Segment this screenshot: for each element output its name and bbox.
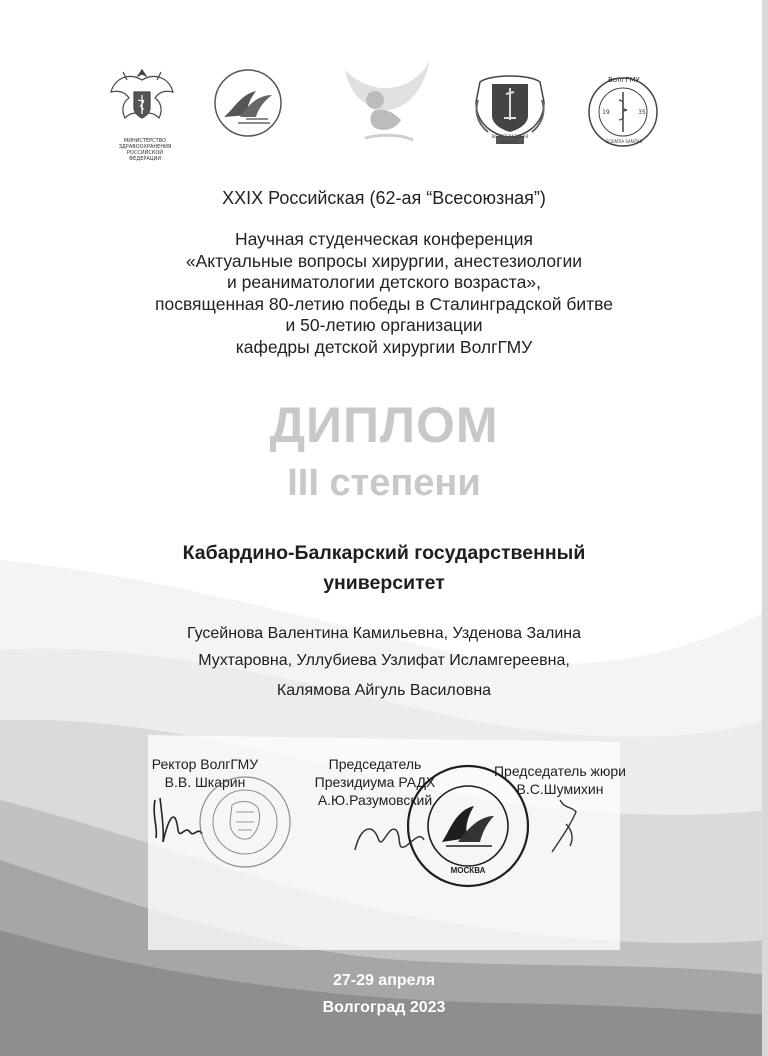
names-line: Гусейнова Валентина Камильевна, Узденова Залина [186,625,582,642]
rector-title: Ректор ВолгГМУ [151,756,259,772]
jury-title: Председатель жюри [493,763,627,779]
conference-number: XXIX Российская (62-ая “Всесоюзная”) [222,188,546,208]
event-place-year: Волгоград 2023 [322,999,446,1016]
conference-line: посвященная 80-летию победы в Сталинградской битве [154,293,614,314]
chair-name: А.Ю.Разумовский [317,792,433,808]
names-line: Мухтаровна, Уллубиева Узлифат Исламгереевна, [198,652,570,669]
university-line: Кабардино-Балкарский государственный [182,542,586,564]
event-dates: 27-29 апреля [332,972,436,989]
diploma-title: ДИПЛОМ [269,397,499,453]
conference-line: и 50-летию организации [285,315,483,335]
chair-title: Председатель [328,756,422,772]
chair-signature-icon [355,829,424,850]
university-stamp-icon [200,777,290,867]
volgsmu-title: ВолгГМУ [608,76,640,84]
conference-line: «Актуальные вопросы хирургии, анестезиологии [185,250,583,271]
conference-line: Научная студенческая конференция [234,229,533,249]
rector-signature-icon [154,798,202,842]
conference-line: кафедры детской хирургии ВолгГМУ [235,336,533,357]
seal-city: МОСКВА [450,866,486,875]
ministry-caption: МИНИСТЕРСТВО ЗДРАВООХРАНЕНИЯ РОССИЙСКОЙ ФЕДЕРАЦИИ [118,138,172,162]
jury-signature-icon [552,800,576,852]
volgsmu-year-right: 35 [638,109,646,116]
recipient-names-last: Калямова Айгуль Василовна [276,682,492,699]
rector-name: В.В. Шкарин [164,774,246,790]
volgsmu-year-left: 19 [602,109,610,116]
diploma-degree: III степени [287,462,481,504]
region-caption: ВОЛГОГРАДСКАЯ ОБЛАСТЬ [491,134,529,145]
university-line: университет [323,572,445,594]
chair-title-2: Президиума РАДХ [314,774,436,790]
conference-line: и реаниматологии детского возраста», [227,272,541,292]
scan-edge [762,0,768,1056]
jury-name: В.С.Шумихин [516,781,604,797]
volgsmu-motto: SCIENTIA SANITAS [605,139,643,144]
